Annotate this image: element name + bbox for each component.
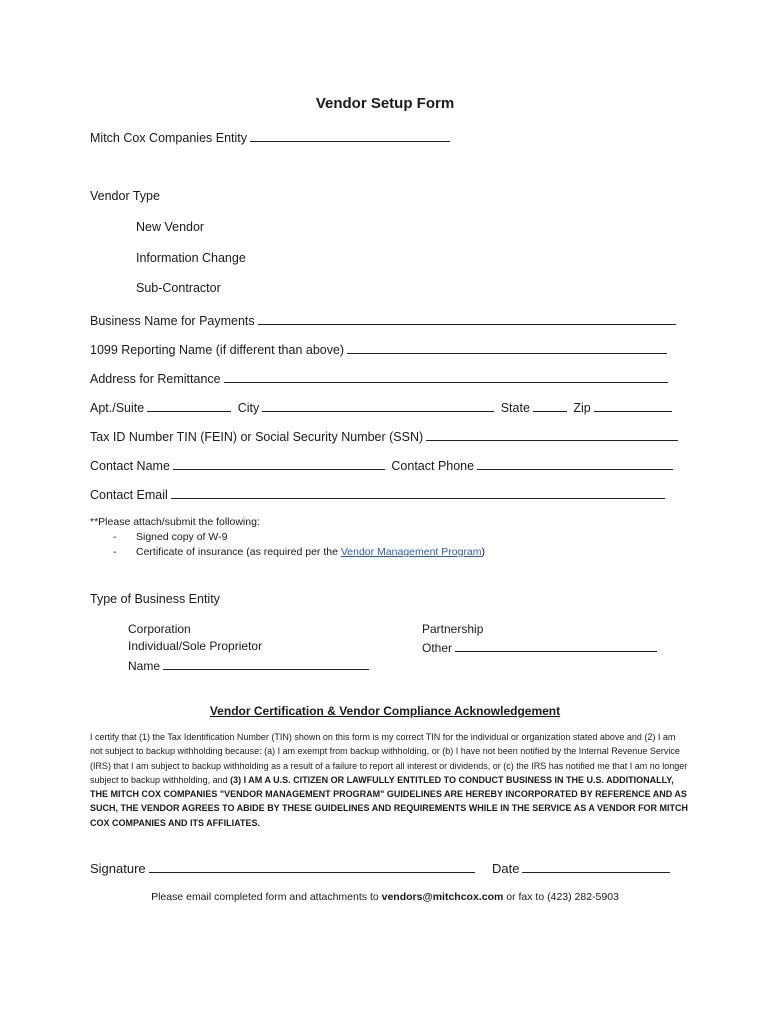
vendor-management-program-link[interactable]: Vendor Management Program: [340, 546, 482, 558]
certification-text-bold: (3) I AM A U.S. CITIZEN OR LAWFULLY ENTITLED TO CONDUCT BUSINESS IN THE U.S. ADDITIONALLY, THE MITCH COX COMPANIES "VENDOR MANAGEMENT PROGRAM" GUIDELINES ARE HEREBY INCORPORATED BY REFERENCE AND AS SUCH, THE VENDOR AGREES TO ABIDE BY THESE GUIDELINES AND REQUIREMENTS WHILE IN THE SERVICE AS A VENDOR FOR MITCH COX COMPANIES AND ITS AFFILIATES.: [90, 774, 689, 828]
business-name-label: Business Name for Payments: [90, 314, 255, 328]
entity-sole-proprietor[interactable]: Individual/Sole Proprietor: [128, 639, 263, 653]
vendor-type-new[interactable]: New Vendor: [136, 220, 205, 234]
attachments-heading: **Please attach/submit the following:: [90, 516, 260, 528]
tax-id-label: Tax ID Number TIN (FEIN) or Social Security Number (SSN): [90, 430, 424, 444]
date-row: [492, 860, 673, 876]
entity-corporation[interactable]: Corporation: [128, 622, 191, 636]
address-label: Address for Remittance: [90, 372, 221, 386]
vendor-type-change[interactable]: Information Change: [136, 251, 246, 265]
business-entity-heading: Type of Business Entity: [90, 592, 220, 606]
attachment-insurance-close: ): [481, 546, 486, 558]
apt-label: Apt./Suite: [90, 401, 145, 415]
attachment-w9: Signed copy of W-9: [136, 531, 228, 543]
footer-email-link[interactable]: vendors@mitchcox.com: [381, 891, 504, 903]
entity-name-label: Name: [128, 659, 161, 673]
entity-other-row: [422, 639, 660, 655]
tax-id-row: [90, 428, 681, 444]
reporting-name-row: [90, 341, 670, 357]
date-field[interactable]: [522, 860, 670, 873]
entity-field[interactable]: [250, 129, 450, 142]
entity-name-row: [128, 657, 372, 673]
city-field[interactable]: [262, 399, 494, 412]
business-name-field[interactable]: [258, 312, 676, 325]
entity-other-label[interactable]: Other: [422, 641, 453, 655]
entity-name-field[interactable]: [163, 657, 369, 670]
address-field[interactable]: [224, 370, 668, 383]
certification-text-normal: I certify that (1) the Tax Identification Number (TIN) shown on this form is my correct TIN for the individual or organization stated above and (2) I am not subject to backup withholding because: (a) I am exempt from backup withholding, or (b) I have not been notified by the Internal Revenue Service (IRS) that I am subject to backup withholding as a result of a failure to report all interest or dividends, or (c) the IRS has notified me that I am no longer subject to backup withholding, and: [90, 732, 688, 785]
contact-email-row: [90, 486, 668, 502]
apt-city-row: [90, 399, 675, 415]
reporting-name-field[interactable]: [347, 341, 667, 354]
business-name-row: [90, 312, 679, 328]
reporting-name-label: 1099 Reporting Name (if different than above): [90, 343, 345, 357]
attachment-bullet: -: [113, 531, 117, 543]
signature-field[interactable]: [149, 860, 475, 873]
contact-email-label: Contact Email: [90, 488, 168, 502]
entity-other-field[interactable]: [455, 639, 657, 652]
attachment-bullet: -: [113, 546, 117, 558]
certification-text: [90, 730, 690, 830]
footer-suffix: or fax to (423) 282-5903: [506, 891, 619, 903]
vendor-type-subcontractor[interactable]: Sub-Contractor: [136, 281, 221, 295]
signature-row: [90, 860, 478, 876]
contact-phone-field[interactable]: [477, 457, 673, 470]
contact-name-field[interactable]: [173, 457, 385, 470]
attachment-insurance: [136, 546, 485, 558]
footer-prefix: Please email completed form and attachments to: [151, 891, 379, 903]
tax-id-field[interactable]: [426, 428, 678, 441]
address-row: [90, 370, 671, 386]
attachment-insurance-text: Certificate of insurance (as required per the: [136, 546, 338, 558]
state-label: State: [500, 401, 530, 415]
entity-partnership[interactable]: Partnership: [422, 622, 484, 636]
certification-heading: Vendor Certification & Vendor Compliance Acknowledgement: [209, 704, 561, 718]
city-label: City: [237, 401, 260, 415]
zip-label: Zip: [573, 401, 591, 415]
vendor-type-heading: Vendor Type: [90, 189, 160, 203]
contact-name-label: Contact Name: [90, 459, 170, 473]
contact-email-field[interactable]: [171, 486, 665, 499]
page-title: Vendor Setup Form: [315, 95, 455, 112]
signature-label: Signature: [90, 861, 146, 876]
date-label: Date: [492, 861, 520, 876]
apt-field[interactable]: [147, 399, 231, 412]
zip-field[interactable]: [594, 399, 672, 412]
contact-row: [90, 457, 676, 473]
entity-label: Mitch Cox Companies Entity: [90, 131, 248, 145]
entity-row: [90, 129, 453, 145]
footer-note: [0, 891, 770, 903]
contact-phone-label: Contact Phone: [391, 459, 475, 473]
state-field[interactable]: [533, 399, 567, 412]
